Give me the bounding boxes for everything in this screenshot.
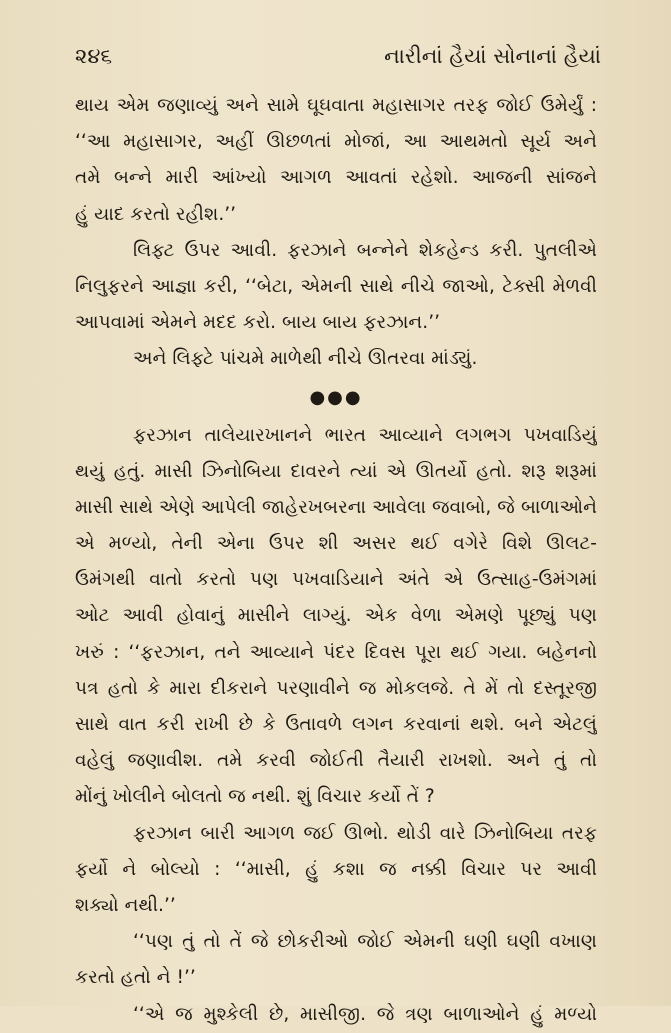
text-line: પત્ર હતો કે મારા દીકરાને પરણાવીને જ મોકલજે. તે મેં તો દસ્તૂરજી	[75, 677, 597, 699]
text-line: ‘‘એ જ મુશ્કેલી છે, માસીજી. જે ત્રણ બાળાઓને હું મળ્યો	[133, 1003, 597, 1025]
text-line: ફરઝાન તાલેયારખાનને ભારત આવ્યાને લગભગ પખવાડિયું	[133, 424, 597, 446]
text-line: ‘‘આ મહાસાગર, અહીં ઊછળતાં મોજાં, આ આથમતો સૂર્ય અને	[75, 131, 597, 153]
text-line: મોંનું ખોલીને બોલતો જ નથી. શું વિચાર કર્યો તેં ?	[75, 786, 435, 808]
text-line: હું યાદ કરતો રહીશ.’’	[75, 203, 237, 225]
text-line: વહેલું જણાવીશ. તમે કરવી જોઈતી તૈયારી રાખશો. અને તું તો	[75, 750, 597, 772]
text-line: સાથે વાત કરી રાખી છે કે ઉતાવળે લગન કરવાનાં થશે. બને એટલું	[75, 714, 597, 735]
running-title: નારીનાં હૈયાં સોનાનાં હૈયાં	[384, 43, 601, 68]
text-line: ખરું : ‘‘ફરઝાન, તને આવ્યાને પંદર દિવસ પૂરા થઈ ગયા. બહેનનો	[75, 641, 597, 663]
text-line: તમે બન્ને મારી આંખ્યો આગળ આવતાં રહેશો. આજની સાંજને	[75, 167, 597, 189]
text-line: ‘‘પણ તું તો તેં જે છોકરીઓ જોઈ એમની ઘણી ઘણી વખાણ	[133, 931, 597, 953]
text-line: કરતો હતો ને !’’	[75, 967, 196, 989]
text-line: આપવામાં એમને મદદ કરો. બાય બાય ફરઝાન.’’	[75, 312, 441, 334]
body-text	[75, 88, 597, 1033]
text-line: ફર્યો ને બોલ્યો : ‘‘માસી, હું કશા જ નક્કી વિચાર પર આવી	[75, 858, 597, 880]
text-line: લિફ્ટ ઉપર આવી. ફરઝાને બન્નેને શેકહેન્ડ કરી. પુતલીએ	[133, 239, 597, 261]
text-line: થાય એમ જણાવ્યું અને સામે ઘૂઘવાતા મહાસાગર તરફ જોઈ ઉમેર્યું :	[75, 95, 597, 116]
page-number: ૨૪૬	[75, 43, 113, 68]
text-line: અને લિફ્ટે પાંચમે માળેથી નીચે ઊતરવા માંડ્યું.	[133, 348, 478, 370]
text-line: થયું હતું. માસી ઝિનોબિયા દાવરને ત્યાં એ ઊતર્યો હતો. શરૂ શરૂમાં	[75, 460, 597, 482]
text-line: ફરઝાન બારી આગળ જઈ ઊભો. થોડી વારે ઝિનોબિયા તરફ	[133, 822, 597, 844]
section-separator: ●●●	[309, 386, 363, 408]
text-line: ઉમંગથી વાતો કરતો પણ પખવાડિયાને અંતે એ ઉત્સાહ-ઉમંગમાં	[75, 569, 597, 591]
text-line: નિલુફરને આજ્ઞા કરી, ‘‘બેટા, એમની સાથે નીચે જાઓ, ટેક્સી મેળવી	[75, 275, 597, 297]
text-line: શક્યો નથી.’’	[75, 894, 176, 916]
text-line: એ મળ્યો, તેની એના ઉપર શી અસર થઈ વગેરે વિશે ઊલટ-	[75, 533, 597, 555]
text-line: માસી સાથે એણે આપેલી જાહેરખબરના આવેલા જવાબો, જે બાળાઓને	[75, 496, 597, 518]
text-line: ઓટ આવી હોવાનું માસીને લાગ્યું. એક વેળા એમણે પૂછ્યું પણ	[75, 605, 597, 627]
page-header	[75, 36, 601, 76]
